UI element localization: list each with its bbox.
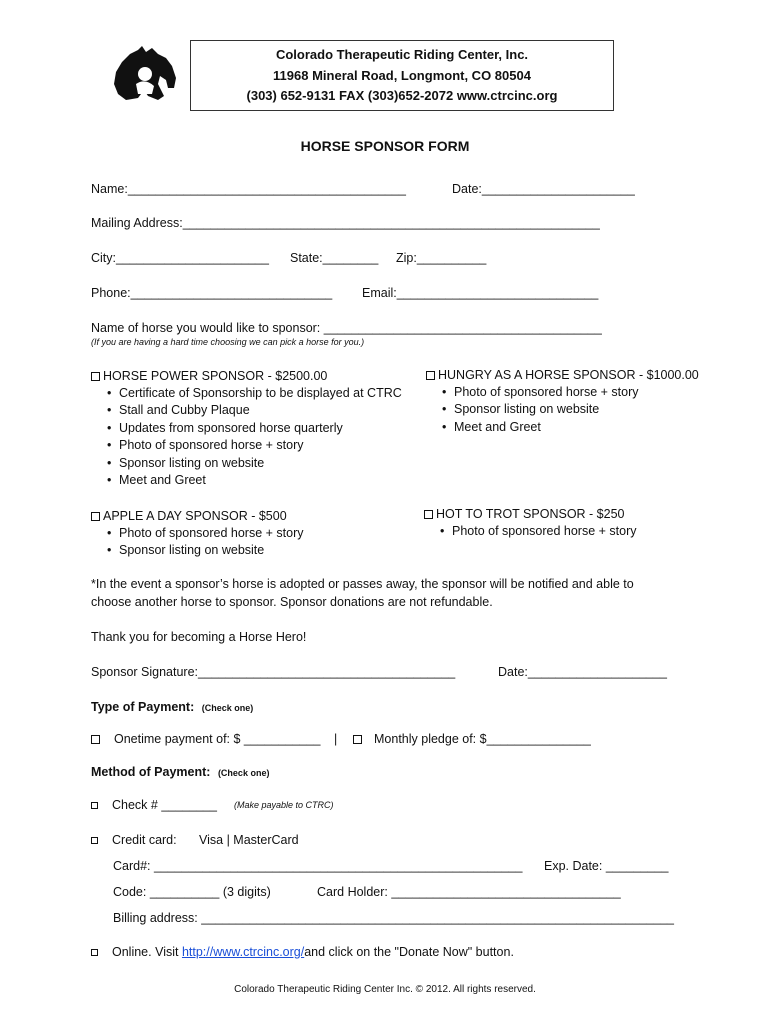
date-field[interactable]: Date:______________________ xyxy=(452,182,635,196)
onetime-label: Onetime payment of: $ ___________ xyxy=(114,732,321,746)
check-note: (Make payable to CTRC) xyxy=(234,800,334,810)
list-item: • Sponsor listing on website xyxy=(442,401,639,418)
list-item: • Photo of sponsored horse + story xyxy=(107,525,304,542)
thanks-text: Thank you for becoming a Horse Hero! xyxy=(91,630,307,644)
monthly-checkbox[interactable] xyxy=(353,735,362,744)
state-field[interactable]: State:________ xyxy=(290,251,379,265)
donate-link[interactable]: http://www.ctrcinc.org/ xyxy=(181,945,305,959)
horse-power-option[interactable] xyxy=(91,368,327,384)
credit-card-types[interactable]: Visa | MasterCard xyxy=(199,833,299,847)
list-item: • Stall and Cubby Plaque xyxy=(107,402,402,419)
check-number-field: Check # ________ xyxy=(112,798,217,812)
check-checkbox[interactable] xyxy=(91,802,98,809)
name-field[interactable]: Name:________________________________________ xyxy=(91,182,406,196)
payment-type-title: Type of Payment: xyxy=(91,700,195,714)
footer-copyright: Colorado Therapeutic Riding Center Inc. © 2012. All rights reserved. xyxy=(234,984,536,995)
org-address: 11968 Mineral Road, Longmont, CO 80504 xyxy=(273,67,531,83)
list-item: • Sponsor listing on website xyxy=(107,542,304,559)
monthly-option[interactable] xyxy=(353,731,591,747)
notice-line-1: *In the event a sponsor’s horse is adopted or passes away, the sponsor will be notified and able to xyxy=(91,577,634,591)
org-contact: (303) 652-9131 FAX (303)652-2072 www.ctrcinc.org xyxy=(246,88,558,103)
header-box xyxy=(190,40,614,111)
credit-card-option[interactable] xyxy=(91,832,177,848)
payment-type-heading xyxy=(91,699,253,716)
payment-method-note: (Check one) xyxy=(217,768,270,778)
hungry-benefits xyxy=(442,384,639,436)
list-item: • Photo of sponsored horse + story xyxy=(107,437,402,454)
horse-name-hint: (If you are having a hard time choosing we can pick a horse for you.) xyxy=(91,337,365,347)
monthly-label: Monthly pledge of: $_______________ xyxy=(374,732,591,746)
form-title: HORSE SPONSOR FORM xyxy=(300,138,470,154)
online-checkbox[interactable] xyxy=(91,949,98,956)
card-holder-field[interactable]: Card Holder: _________________________________ xyxy=(317,885,621,899)
email-field[interactable]: Email:_____________________________ xyxy=(362,286,599,300)
credit-card-checkbox[interactable] xyxy=(91,837,98,844)
horse-name-field[interactable]: Name of horse you would like to sponsor: ________________________________________ xyxy=(91,321,602,335)
horse-head-logo-icon xyxy=(108,44,180,104)
hungry-label: HUNGRY AS A HORSE SPONSOR - $1000.00 xyxy=(438,368,699,382)
exp-date-field[interactable]: Exp. Date: _________ xyxy=(544,859,669,873)
code-field[interactable]: Code: __________ (3 digits) xyxy=(113,885,271,899)
hot-trot-label: HOT TO TROT SPONSOR - $250 xyxy=(436,507,625,521)
list-item: • Photo of sponsored horse + story xyxy=(440,523,637,540)
hot-trot-benefits xyxy=(440,523,637,540)
hot-trot-checkbox[interactable] xyxy=(424,510,433,519)
online-prefix: Online. Visit xyxy=(112,945,182,959)
onetime-option[interactable] xyxy=(91,731,320,747)
payment-method-heading xyxy=(91,764,269,781)
apple-checkbox[interactable] xyxy=(91,512,100,521)
list-item: • Certificate of Sponsorship to be displayed at CTRC xyxy=(107,385,402,402)
zip-field[interactable]: Zip:__________ xyxy=(396,251,487,265)
list-item: • Meet and Greet xyxy=(442,419,639,436)
list-item: • Sponsor listing on website xyxy=(107,455,402,472)
payment-method-title: Method of Payment: xyxy=(91,765,211,779)
online-suffix: and click on the "Donate Now" button. xyxy=(304,945,514,959)
org-name: Colorado Therapeutic Riding Center, Inc. xyxy=(275,47,529,62)
horse-power-benefits xyxy=(107,385,402,489)
city-field[interactable]: City:______________________ xyxy=(91,251,269,265)
credit-card-label: Credit card: xyxy=(112,833,177,847)
signature-date-field[interactable]: Date:____________________ xyxy=(498,665,667,679)
notice-line-2: choose another horse to sponsor. Sponsor donations are not refundable. xyxy=(91,595,493,609)
list-item: • Updates from sponsored horse quarterly xyxy=(107,420,402,437)
list-item: • Meet and Greet xyxy=(107,472,402,489)
signature-field[interactable]: Sponsor Signature:_____________________________________ xyxy=(91,665,456,679)
hungry-option[interactable] xyxy=(426,367,699,383)
payment-type-note: (Check one) xyxy=(201,703,254,713)
apple-option[interactable] xyxy=(91,508,287,524)
horse-power-checkbox[interactable] xyxy=(91,372,100,381)
hungry-checkbox[interactable] xyxy=(426,371,435,380)
apple-label: APPLE A DAY SPONSOR - $500 xyxy=(103,509,287,523)
list-item: • Photo of sponsored horse + story xyxy=(442,384,639,401)
check-option[interactable] xyxy=(91,797,217,813)
payment-type-separator: | xyxy=(334,732,338,746)
online-option[interactable] xyxy=(91,944,514,960)
billing-address-field[interactable]: Billing address: ____________________________________________________________________ xyxy=(113,911,674,925)
mailing-address-field[interactable]: Mailing Address:____________________________________________________________ xyxy=(91,216,600,230)
apple-benefits xyxy=(107,525,304,560)
hot-trot-option[interactable] xyxy=(424,506,624,522)
horse-power-label: HORSE POWER SPONSOR - $2500.00 xyxy=(103,369,328,383)
card-number-field[interactable]: Card#: _____________________________________________________ xyxy=(113,859,523,873)
onetime-checkbox[interactable] xyxy=(91,735,100,744)
phone-field[interactable]: Phone:_____________________________ xyxy=(91,286,333,300)
